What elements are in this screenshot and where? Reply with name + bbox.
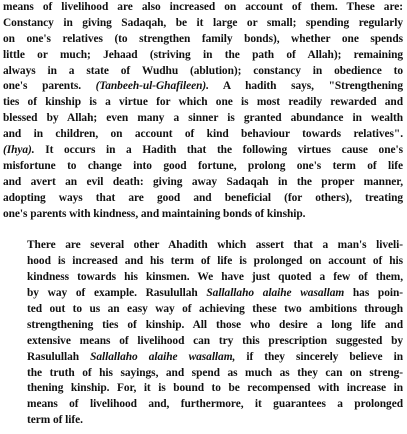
document-page	[3, 0, 403, 429]
text-line	[3, 207, 403, 223]
text-line	[3, 127, 403, 143]
text-segment: Constancy in giving Sadaqah, be it large or small; spending regularly	[3, 16, 403, 29]
text-line	[3, 32, 403, 48]
text-segment: There are several other Ahadith which assert that a man's liveli-	[27, 239, 403, 252]
text-segment: means of livelihood and, furthermore, it guarantees a prolonged	[27, 398, 403, 411]
text-segment: has poin-	[344, 287, 404, 300]
text-line	[3, 413, 403, 429]
text-segment: hood is increased and his term of life is prolonged on account of his	[27, 255, 403, 268]
text-line	[3, 143, 403, 159]
text-segment: adopting ways that are good and beneficial (for others), treating	[3, 191, 403, 204]
italic-text: Sallallaho alaihe wasallam	[206, 287, 345, 300]
text-line	[3, 350, 403, 366]
text-line	[3, 318, 403, 334]
text-segment: blessed by Allah; even many a sinner is granted abundance in wealth	[3, 112, 403, 125]
text-line	[3, 366, 403, 382]
text-segment: term of life.	[27, 414, 83, 427]
text-line	[3, 381, 403, 397]
text-line	[3, 191, 403, 207]
text-line	[3, 302, 403, 318]
text-segment: always in a state of Wudhu (ablution); constancy in obedience to	[3, 64, 403, 77]
text-line	[3, 334, 403, 350]
text-segment: if they sincerely believe in	[235, 350, 403, 363]
text-segment: and in children, on account of kind behaviour towards relatives".	[3, 128, 403, 141]
text-line	[3, 48, 403, 64]
text-line	[3, 16, 403, 32]
text-segment: means of livelihood are also increased on account of them. These are:	[3, 1, 403, 13]
text-line	[3, 286, 403, 302]
text-line	[3, 270, 403, 286]
text-segment: It occurs in a Hadith that the following virtues cause one's	[34, 144, 403, 157]
text-segment: the truth of his sayings, and spend as much as they can on streng-	[27, 366, 403, 379]
text-line	[3, 175, 403, 191]
text-segment: extensive means of livelihood can try this prescription suggested by	[27, 334, 403, 347]
text-segment: thening kinship. For, it is bound to be recompensed with increase in	[27, 382, 403, 395]
text-line	[3, 111, 403, 127]
paragraph-1	[3, 0, 403, 222]
italic-text: (Tanbeeh-ul-Ghafileen).	[95, 80, 209, 93]
italic-text: (Ihya).	[3, 144, 35, 157]
text-line	[3, 79, 403, 95]
text-line	[3, 397, 403, 413]
text-segment: kindness towards his kinsmen. We have just quoted a few of them,	[27, 271, 403, 284]
text-segment: on one's relatives (to strengthen family bonds), whether one spends	[3, 32, 403, 45]
text-segment: ties of kinship is a virtue for which one is most readily rewarded and	[3, 96, 403, 109]
text-segment: and avert an evil death: giving away Sadaqah in the proper manner,	[3, 175, 403, 188]
text-line	[3, 0, 403, 16]
text-segment: ted out to us an easy way of achieving these two ambitions through	[27, 303, 403, 316]
text-line	[3, 64, 403, 80]
italic-text: Sallallaho alaihe wasallam,	[90, 350, 236, 363]
text-segment: Rasulullah	[27, 350, 91, 363]
text-segment: strengthening ties of kinship. All those who desire a long life and	[27, 318, 403, 331]
paragraph-2	[3, 238, 403, 429]
text-line	[3, 159, 403, 175]
text-segment: by way of example. Rasulullah	[27, 287, 207, 300]
text-line	[3, 254, 403, 270]
text-segment: misfortune to change into good fortune, prolong one's term of life	[3, 159, 403, 172]
text-segment: one's parents with kindness, and maintaining bonds of kinship.	[3, 207, 306, 220]
text-segment: one's parents.	[3, 80, 96, 93]
text-line	[3, 238, 403, 254]
text-line	[3, 95, 403, 111]
text-segment: A hadith says, "Strengthening	[208, 80, 403, 93]
text-segment: little or much; Jehaad (striving in the path of Allah); remaining	[3, 48, 403, 61]
